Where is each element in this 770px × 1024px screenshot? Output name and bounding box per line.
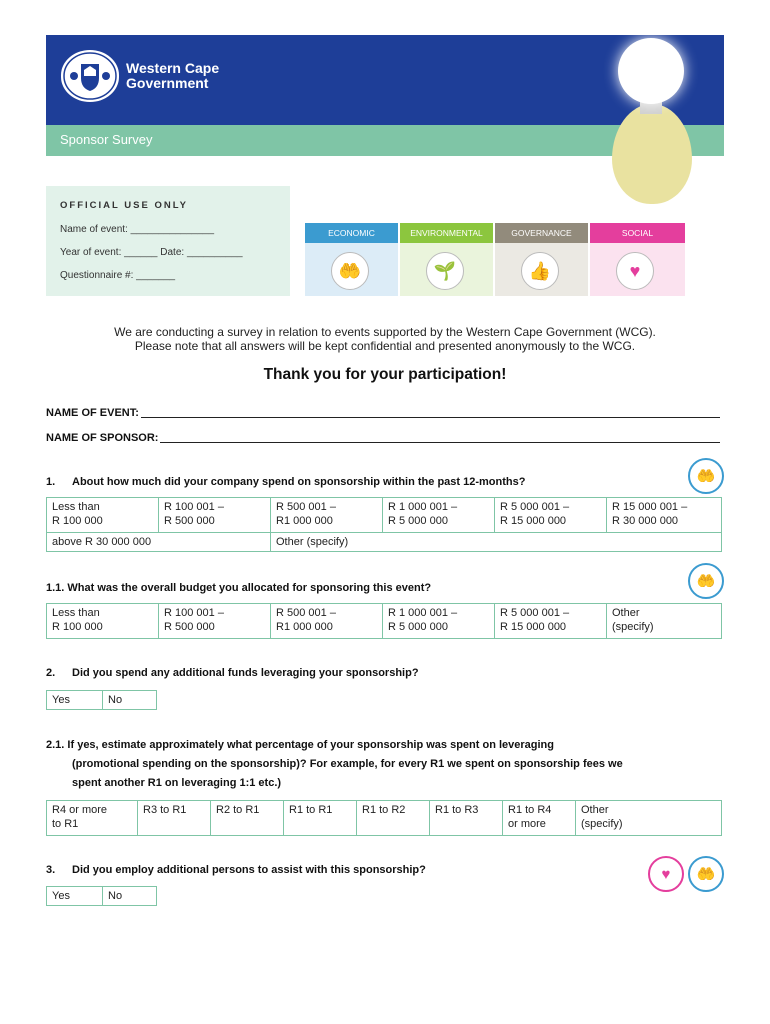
option-cell[interactable]: R1 to R4 or more xyxy=(503,801,576,836)
question-1: 1. About how much did your company spend on sponsorship within the past 12-months? xyxy=(46,476,526,488)
option-cell[interactable]: above R 30 000 000 xyxy=(47,533,271,552)
thanks-heading: Thank you for your participation! xyxy=(263,366,507,383)
category-social: SOCIAL xyxy=(590,223,685,243)
year-date-field[interactable]: Year of event: ______ Date: __________ xyxy=(60,247,243,258)
option-cell[interactable]: R 1 000 001 – R 5 000 000 xyxy=(383,498,495,533)
question-2-1: 2.1. If yes, estimate approximately what percentage of your sponsorship was spent on leveraging (promotional spending on the sponsorship)? For example, for every R1 we spent on sponsorship fees we spent another R1 on leveraging 1:1 etc.) xyxy=(46,739,623,789)
option-cell[interactable]: Less than R 100 000 xyxy=(47,604,159,639)
category-social-panel xyxy=(590,243,685,296)
option-cell[interactable]: R 5 000 001 – R 15 000 000 xyxy=(495,604,607,639)
option-cell[interactable]: Other (specify) xyxy=(576,801,722,836)
social-heart-icon: ♥ xyxy=(648,856,684,892)
option-cell[interactable]: R 100 001 – R 500 000 xyxy=(159,604,271,639)
option-cell[interactable]: R2 to R1 xyxy=(211,801,284,836)
question-3-options xyxy=(46,886,157,906)
name-of-event-line[interactable] xyxy=(46,407,720,419)
name-of-sponsor-line[interactable] xyxy=(46,432,720,444)
thumbs-up-icon: 👍 xyxy=(521,252,559,290)
category-governance-panel xyxy=(495,243,588,296)
plant-icon: 🌱 xyxy=(426,252,464,290)
category-environmental: ENVIRONMENTAL xyxy=(400,223,493,243)
question-2: 2. Did you spend any additional funds leveraging your sponsorship? xyxy=(46,667,419,679)
option-no[interactable]: No xyxy=(103,691,157,710)
question-2-1-options xyxy=(46,800,722,836)
option-cell[interactable]: R4 or more to R1 xyxy=(47,801,138,836)
org-name: Western Cape Government xyxy=(126,60,220,91)
name-of-event-field[interactable]: Name of event: _______________ xyxy=(60,224,215,235)
survey-title: Sponsor Survey xyxy=(60,132,153,147)
economic-hand-icon: 🤲 xyxy=(688,458,724,494)
economic-hand-icon: 🤲 xyxy=(688,856,724,892)
egg-illustration xyxy=(612,104,692,204)
option-cell[interactable]: R 5 000 001 – R 15 000 000 xyxy=(495,498,607,533)
category-economic-panel xyxy=(305,243,398,296)
economic-hand-icon: 🤲 xyxy=(688,563,724,599)
option-cell[interactable]: R 15 000 001 – R 30 000 000 xyxy=(607,498,722,533)
option-cell[interactable]: R 500 001 – R1 000 000 xyxy=(271,604,383,639)
option-cell[interactable]: R 500 001 – R1 000 000 xyxy=(271,498,383,533)
lightbulb-icon xyxy=(618,38,684,104)
heart-hand-icon: ♥ xyxy=(616,252,654,290)
name-of-sponsor-label: NAME OF SPONSOR: xyxy=(46,432,159,444)
questionnaire-field[interactable]: Questionnaire #: _______ xyxy=(60,270,176,281)
option-yes[interactable]: Yes xyxy=(47,691,103,710)
category-environmental-panel xyxy=(400,243,493,296)
option-yes[interactable]: Yes xyxy=(47,887,103,906)
question-1-options xyxy=(46,497,722,552)
option-cell[interactable]: R3 to R1 xyxy=(138,801,211,836)
option-cell[interactable]: R 100 001 – R 500 000 xyxy=(159,498,271,533)
option-cell[interactable]: R1 to R3 xyxy=(430,801,503,836)
category-governance: GOVERNANCE xyxy=(495,223,588,243)
question-3: 3. Did you employ additional persons to assist with this sponsorship? xyxy=(46,864,426,876)
official-use-title: OFFICIAL USE ONLY xyxy=(60,200,188,211)
option-cell[interactable]: R 1 000 001 – R 5 000 000 xyxy=(383,604,495,639)
option-cell[interactable]: Other (specify) xyxy=(271,533,722,552)
question-1-1-options xyxy=(46,603,722,639)
category-economic: ECONOMIC xyxy=(305,223,398,243)
option-cell[interactable]: Other (specify) xyxy=(607,604,722,639)
option-cell[interactable]: R1 to R1 xyxy=(284,801,357,836)
question-2-options xyxy=(46,690,157,710)
official-use-box xyxy=(46,186,290,296)
name-of-event-label: NAME OF EVENT: xyxy=(46,407,139,419)
option-cell[interactable]: Less than R 100 000 xyxy=(47,498,159,533)
option-cell[interactable]: R1 to R2 xyxy=(357,801,430,836)
question-1-1: 1.1. What was the overall budget you allocated for sponsoring this event? xyxy=(46,582,432,594)
coat-of-arms-logo xyxy=(61,50,119,102)
hand-icon: 🤲 xyxy=(331,252,369,290)
option-no[interactable]: No xyxy=(103,887,157,906)
intro-text: We are conducting a survey in relation to events supported by the Western Cape Government (WCG). Please note that all answers will be kept confidential and presented anonymously to the WCG. xyxy=(114,325,656,353)
